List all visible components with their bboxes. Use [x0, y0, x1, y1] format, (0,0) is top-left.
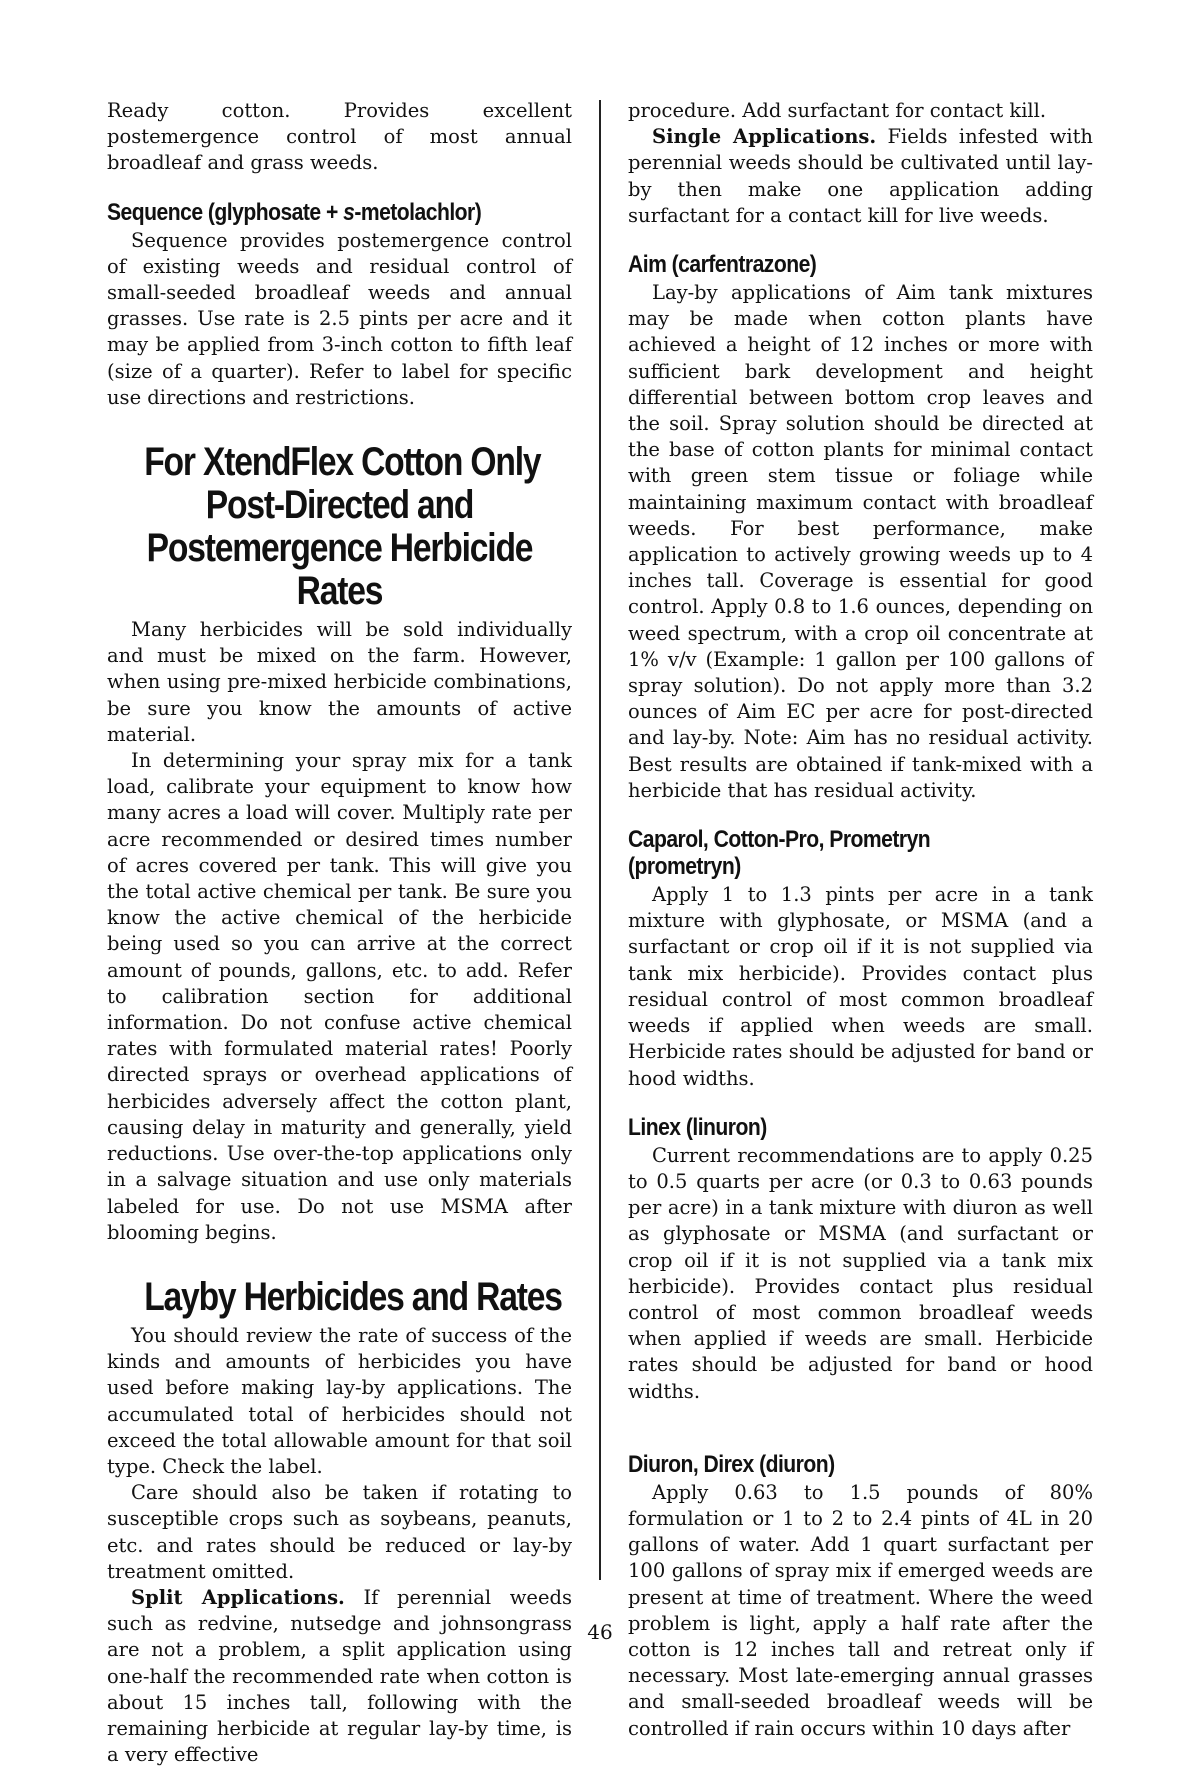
continued-paragraph: procedure. Add surfactant for contact kill.	[628, 99, 1047, 122]
caparol-heading: Caparol, Cotton-Pro, Prometryn (prometryn)	[628, 826, 931, 881]
xtendflex-paragraph-2: In determining your spray mix for a tank load, calibrate your equipment to know how many acres a load will cover. Multiply rate per acre recommended or desired times number of acres covered per tank. This will give you the total active chemical per tank. Be sure you know the active chemical of the herbicide being used so you can arrive at the correct amount of pounds, gallons, etc. to add. Refer to calibration section for additional information. Do not confuse active chemical rates with formulated material rates! Poorly directed sprays or overhead applications of herbicides adversely affect the cotton plant, causing delay in maturity and generally, yield reductions. Use over-the-top applications only in a salvage situation and use only materials labeled for use. Do not use MSMA after blooming begins.	[107, 749, 572, 1244]
layby-paragraph-2: Care should also be taken if rotating to susceptible crops such as soybeans, peanuts, etc. and rates should be reduced or lay-by treatment omitted.	[107, 1481, 572, 1583]
single-applications-lead: Single Applications.	[652, 125, 877, 149]
diuron-heading: Diuron, Direx (diuron)	[628, 1450, 835, 1478]
aim-paragraph: Lay-by applications of Aim tank mixtures may be made when cotton plants have achieved a height of 12 inches or more with sufficient bark development and height differential between bottom crop leaves and the soil. Spray solution should be directed at the base of cotton plants for minimal contact with green stem tissue or foliage while maintaining maximum contact with broadleaf weeds. For best performance, make application to actively growing weeds up to 4 inches tall. Coverage is essential for good control. Apply 0.8 to 1.6 ounces, depending on weed spectrum, with a crop oil concentrate at 1% v/v (Example: 1 gallon per 100 gallons of spray solution). Do not apply more than 3.2 ounces of Aim EC per acre for post-directed and lay-by. Note: Aim has no residual activity. Best results are obtained if tank-mixed with a herbicide that has residual activity.	[628, 281, 1093, 802]
left-column	[107, 98, 572, 1768]
column-divider	[599, 100, 601, 1580]
layby-paragraph-3: Split Applications. If perennial weeds such as redvine, nutsedge and johnsongrass are not a problem, a split application using one-half the recommended rate when cotton is about 15 inches tall, following with the remaining herbicide at regular lay-by time, is a very effective	[107, 1585, 572, 1767]
caparol-paragraph: Apply 1 to 1.3 pints per acre in a tank mixture with glyphosate, or MSMA (and a surfactant or crop oil if it is not supplied via tank mix herbicide). Provides contact plus residual control of most common broadleaf weeds if applied when weeds are small. Herbicide rates should be adjusted for band or hood widths.	[628, 883, 1093, 1090]
split-applications-lead: Split Applications.	[131, 1585, 345, 1609]
single-applications-paragraph: Single Applications. Fields infested with perennial weeds should be cultivated until lay-by then make one application adding surfactant for a contact kill for live weeds.	[628, 125, 1093, 227]
xtendflex-heading: For XtendFlex Cotton Only Post-Directed and Postemergence Herbicide Rates	[144, 440, 541, 614]
linex-heading: Linex (linuron)	[628, 1113, 767, 1141]
aim-heading: Aim (carfentrazone)	[628, 251, 817, 279]
intro-paragraph: Ready cotton. Provides excellent postemergence control of most annual broadleaf and grass weeds.	[107, 99, 572, 175]
xtendflex-paragraph-1: Many herbicides will be sold individually and must be mixed on the farm. However, when using pre-mixed herbicide combinations, be sure you know the amounts of active material.	[107, 618, 572, 746]
linex-paragraph: Current recommendations are to apply 0.25 to 0.5 quarts per acre (or 0.3 to 0.63 pounds per acre) in a tank mixture with diuron as well as glyphosate or MSMA (and surfactant or crop oil if it is not supplied via a tank mix herbicide). Provides contact plus residual control of most common broadleaf weeds when applied if weeds are small. Herbicide rates should be adjusted for band or hood widths.	[628, 1143, 1093, 1403]
page-number: 46	[587, 1620, 613, 1644]
diuron-paragraph: Apply 0.63 to 1.5 pounds of 80% formulation or 1 to 2 to 2.4 pints of 4L in 20 gallons of water. Add 1 quart surfactant per 100 gallons of spray mix if emerged weeds are present at time of treatment. Where the weed problem is light, apply a half rate after the cotton is 12 inches tall and retreat only if necessary. Most late-emerging annual grasses and small-seeded broadleaf weeds will be controlled if rain occurs within 10 days after	[628, 1480, 1093, 1740]
layby-heading: Layby Herbicides and Rates	[144, 1274, 562, 1319]
sequence-paragraph: Sequence provides postemergence control of existing weeds and residual control of small-seeded broadleaf weeds and annual grasses. Use rate is 2.5 pints per acre and it may be applied from 3-inch cotton to fifth leaf (size of a quarter). Refer to label for specific use directions and restrictions.	[107, 228, 572, 409]
right-column	[628, 98, 1093, 1742]
layby-paragraph-1: You should review the rate of success of the kinds and amounts of herbicides you have used before making lay-by applications. The accumulated total of herbicides should not exceed the total allowable amount for that soil type. Check the label.	[107, 1323, 572, 1478]
sequence-heading: Sequence (glyphosate + s-metolachlor)	[107, 198, 482, 226]
